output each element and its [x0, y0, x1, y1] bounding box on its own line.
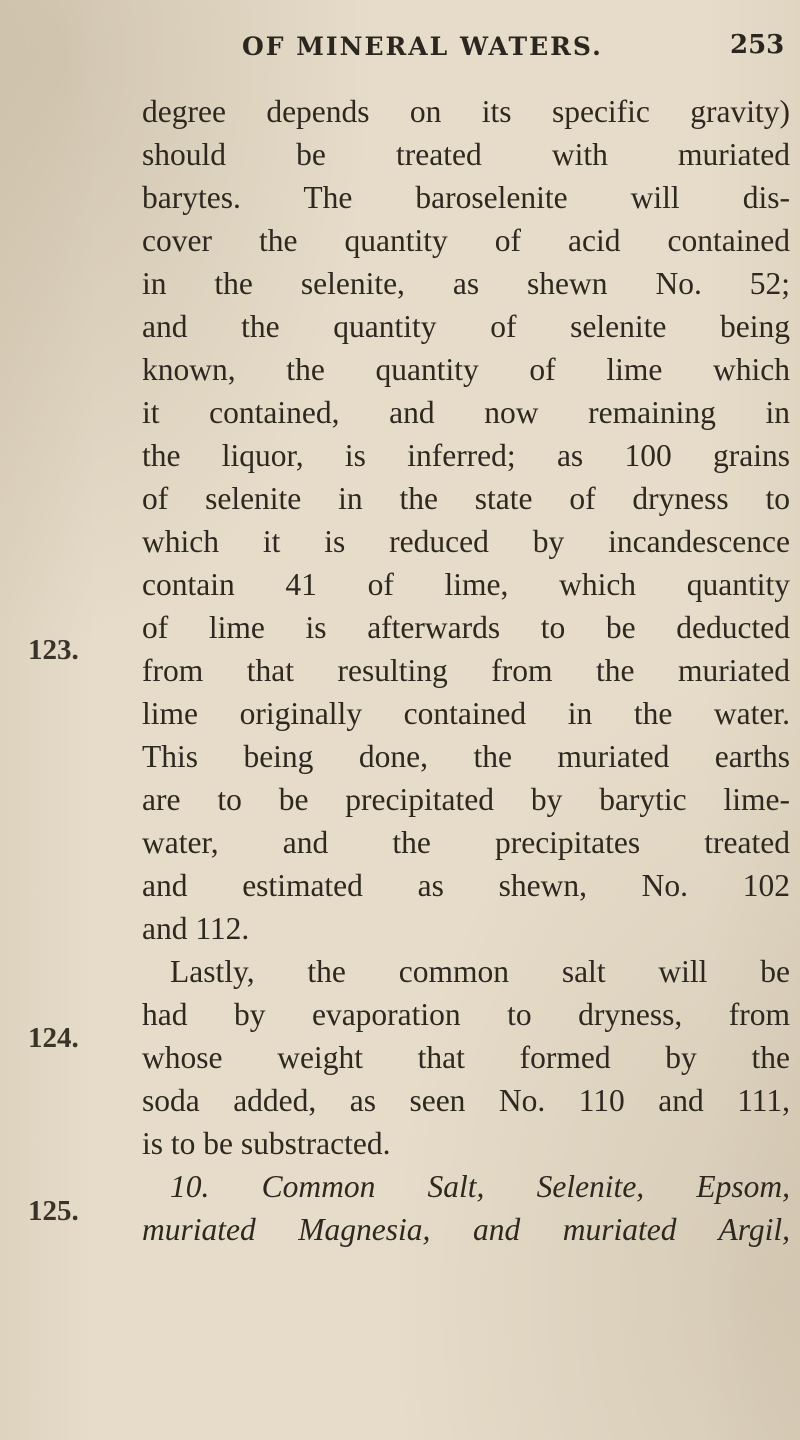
text-line: known, the quantity of lime which — [142, 352, 790, 387]
text-line: in the selenite, as shewn No. 52; — [142, 266, 790, 301]
text-line: barytes. The baroselenite will dis- — [142, 180, 790, 215]
page-number: 253 — [730, 30, 785, 60]
text-line: lime originally contained in the water. — [142, 696, 790, 731]
text-line: This being done, the muriated earths — [142, 739, 790, 774]
text-line: which it is reduced by incandescence — [142, 524, 790, 559]
text-line: of selenite in the state of dryness to — [142, 481, 790, 516]
text-line: should be treated with muriated — [142, 137, 790, 172]
text-line: soda added, as seen No. 110 and 111, — [142, 1083, 790, 1118]
text-line: whose weight that formed by the — [142, 1040, 790, 1075]
running-title: OF MINERAL WATERS. — [242, 32, 603, 61]
margin-number: 123. — [28, 634, 79, 666]
text-line: Lastly, the common salt will be — [170, 954, 790, 989]
text-line: had by evaporation to dryness, from — [142, 997, 790, 1032]
text-line: are to be precipitated by barytic lime- — [142, 782, 790, 817]
margin-number: 125. — [28, 1195, 79, 1227]
text-line: water, and the precipitates treated — [142, 825, 790, 860]
text-line: contain 41 of lime, which quantity — [142, 567, 790, 602]
text-line: degree depends on its specific gravity) — [142, 94, 790, 129]
body-text — [142, 90, 790, 1251]
text-line: is to be substracted. — [142, 1126, 391, 1161]
text-line: and the quantity of selenite being — [142, 309, 790, 344]
text-line: muriated Magnesia, and muriated Argil, — [142, 1212, 790, 1247]
text-line: and 112. — [142, 911, 250, 946]
text-line: and estimated as shewn, No. 102 — [142, 868, 790, 903]
text-line: of lime is afterwards to be deducted — [142, 610, 790, 645]
margin-number: 124. — [28, 1022, 79, 1054]
text-line: it contained, and now remaining in — [142, 395, 790, 430]
text-line: from that resulting from the muriated — [142, 653, 790, 688]
text-line: cover the quantity of acid contained — [142, 223, 790, 258]
text-line: 10. Common Salt, Selenite, Epsom, — [170, 1169, 790, 1204]
text-line: the liquor, is inferred; as 100 grains — [142, 438, 790, 473]
